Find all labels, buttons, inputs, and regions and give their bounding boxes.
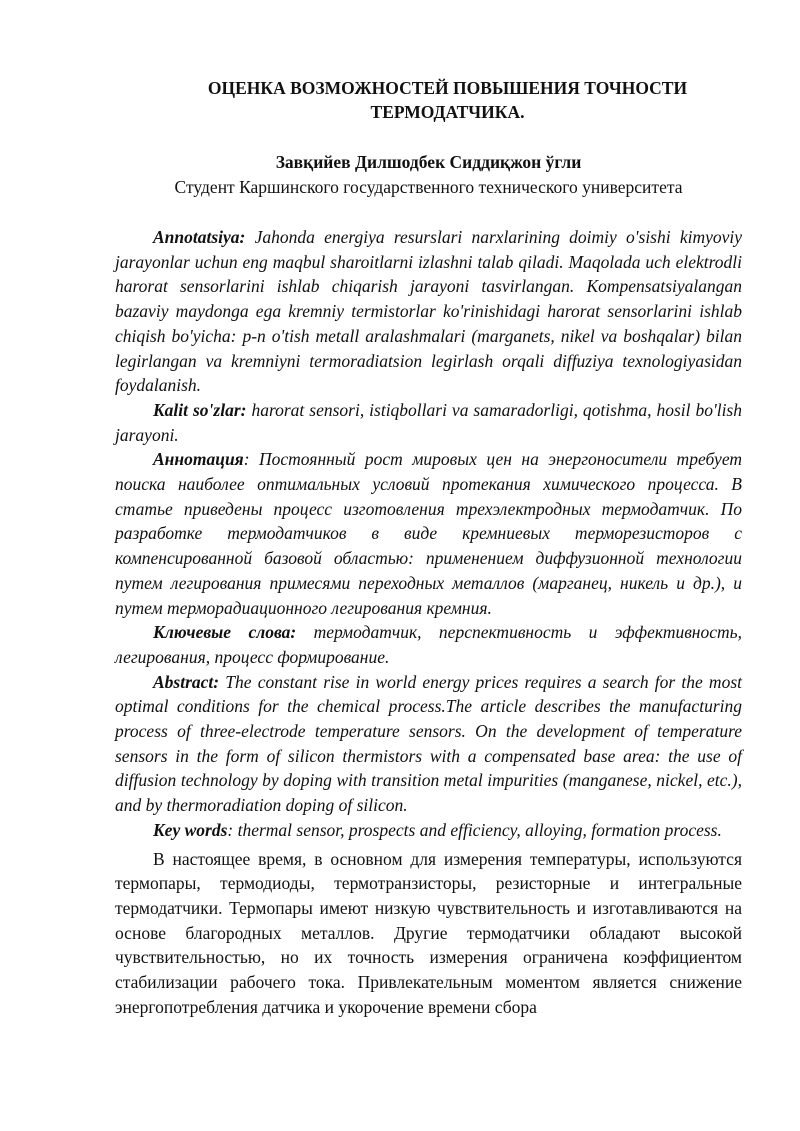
uz-annotation-paragraph	[115, 225, 742, 398]
author-affiliation: Студент Каршинского государственного технического университета	[174, 177, 683, 197]
author-name: Завқийев Дилшодбек Сиддиқжон ўгли	[275, 152, 582, 172]
uz-annotation-label: Annotatsiya:	[153, 227, 246, 247]
uz-keywords-paragraph	[115, 398, 742, 447]
en-keywords-label: Key words	[153, 819, 228, 840]
ru-keywords-label: Ключевые слова:	[153, 622, 297, 643]
uz-keywords-label: Kalit so'zlar:	[153, 399, 247, 420]
ru-annotation-paragraph	[115, 447, 742, 620]
ru-keywords-text: термодатчик, перспективность и эффективность, легирования, процесс формирование.	[115, 622, 742, 667]
body-paragraph: В настоящее время, в основном для измерения температуры, используются термопары, термодиоды, термотранзисторы, резисторные и интегральные термодатчики. Термопары имеют низкую чувствительность и изготавливаются на основе благородных металлов. Другие термодатчики обладают высокой чувствительностью, но их точность измерения ограничена коэффициентом стабилизации рабочего тока. Привлекательным моментом является снижение энергопотребления датчика и укорочение времени сбора	[115, 848, 742, 1017]
uz-keywords-text: harorat sensori, istiqbollari va samaradorligi, qotishma, hosil bo'lish jarayoni.	[115, 399, 742, 445]
en-abstract-paragraph	[115, 670, 742, 818]
ru-keywords-paragraph	[115, 620, 742, 669]
en-abstract-label: Abstract:	[153, 671, 220, 692]
en-abstract-text: The constant rise in world energy prices requires a search for the most optimal conditions for the chemical process.The article describes the manufacturing process of three-electrode temperature sensors. On the development of temperature sensors in the form of silicon thermistors with a compensated base area: the use of diffusion technology by doping with transition metal impurities (manganese, nickel, etc.), and by thermoradiation doping of silicon.	[115, 671, 742, 816]
ru-annotation-text: : Постоянный рост мировых цен на энергоносители требует поиска наиболее оптимальных условий протекания химического процесса. В статье приведены процесс изготовления трехэлектродных термодатчик. По разработке термодатчиков в виде кремниевых терморезисторов с компенсированной базовой областью: применением диффузионной технологии путем легирования примесями переходных металлов (марганец, никель и др.), и путем терморадиационного легирования кремния.	[115, 449, 742, 618]
uz-annotation-text: Jahonda energiya resurslari narxlarining doimiy o'sishi kimyoviy jarayonlar uchun eng maqbul sharoitlarni izlashni talab qiladi. Maqolada uch elektrodli harorat sensorlarini ishlab chiqarish jarayoni tasvirlangan. Kompensatsiyalangan bazaviy maydonga ega kremniy termistorlar ko'rinishidagi harorat sensorlarini ishlab chiqish bo'yicha: p-n o'tish metall aralashmalari (marganets, nikel va boshqalar) bilan legirlangan va kremniyni termoradiatsion legirlash orqali diffuziya texnologiyasidan foydalanish.	[115, 227, 742, 396]
en-keywords-paragraph	[115, 818, 742, 843]
article-title: ОЦЕНКА ВОЗМОЖНОСТЕЙ ПОВЫШЕНИЯ ТОЧНОСТИ ТЕРМОДАТЧИКА.	[207, 78, 688, 122]
en-keywords-text: : thermal sensor, prospects and efficiency, alloying, formation process.	[227, 819, 722, 840]
article-body	[115, 225, 742, 1020]
ru-annotation-label: Аннотация	[153, 449, 244, 470]
